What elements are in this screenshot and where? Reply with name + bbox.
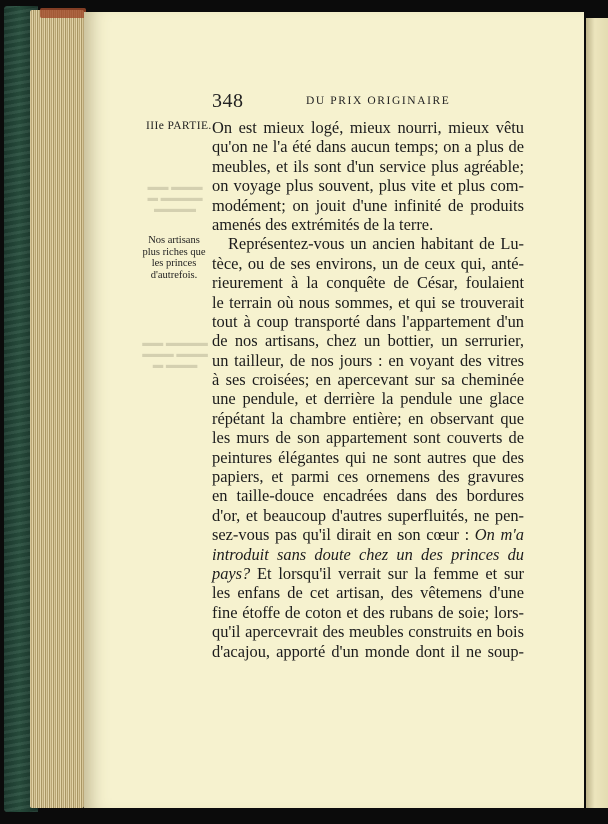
text-line: un tailleur, de nos jours : en voyant des vitres bbox=[212, 350, 524, 370]
text-fragment: sez-vous pas qu'il dirait en son cœur : bbox=[212, 525, 475, 545]
running-title: DU PRIX ORIGINAIRE bbox=[306, 95, 451, 107]
text-line: fine étoffe de coton et des rubans de soie; lors- bbox=[212, 602, 524, 622]
page-edges-top bbox=[40, 8, 86, 18]
body-text bbox=[212, 118, 524, 661]
text-line bbox=[212, 564, 524, 583]
margin-note-line: les princes bbox=[151, 258, 197, 269]
margin-note-line: d'autrefois. bbox=[150, 269, 198, 281]
page-header bbox=[212, 90, 522, 112]
text-line: à ses croisées; en apercevant sur sa cheminée bbox=[212, 370, 524, 390]
text-line: peintures élégantes qui ne sont autres que des bbox=[212, 447, 524, 467]
text-line: amenés des extrémités de la terre. bbox=[212, 214, 434, 234]
text-line: papiers, et parmi ces ornemens des gravures bbox=[212, 467, 524, 487]
text-line: on voyage plus souvent, plus vite et plus com- bbox=[212, 176, 524, 196]
text-line: qu'il apercevrait des meubles construits en bois bbox=[212, 622, 524, 642]
text-line: tout à coup transporté dans l'appartement d'un bbox=[212, 311, 524, 331]
page-edges bbox=[30, 10, 84, 808]
text-fragment: Et lorsqu'il verrait sur la femme et sur bbox=[250, 563, 524, 583]
margin-note-line: plus riches que bbox=[142, 246, 206, 258]
text-line: une pendule, et derrière la pendule une glace bbox=[212, 389, 524, 409]
text-line bbox=[212, 525, 524, 544]
text-line: en taille-douce encadrées dans des bordures bbox=[212, 486, 524, 506]
italic-fragment: pays? bbox=[212, 563, 251, 583]
text-line: répétant la chambre entière; en observant que bbox=[212, 408, 524, 428]
text-line: les murs de son appartement sont couverts de bbox=[212, 428, 524, 448]
adjacent-page bbox=[586, 18, 608, 808]
text-line: tèce, ou de ses environs, un de ceux qui, anté- bbox=[212, 253, 524, 273]
italic-fragment: On m'a bbox=[474, 525, 524, 545]
page-number: 348 bbox=[212, 90, 244, 112]
text-line: d'or, et beaucoup d'autres superfluités, ne pen- bbox=[212, 505, 524, 525]
margin-note bbox=[134, 235, 214, 281]
part-label: IIIe PARTIE. bbox=[146, 120, 212, 132]
margin-note-line: Nos artisans bbox=[148, 235, 200, 246]
text-line: meubles, et ils sont d'un service plus agréable; bbox=[212, 156, 524, 176]
text-line: d'acajou, apporté d'un monde dont il ne soup- bbox=[212, 641, 524, 661]
text-line: introduit sans doute chez un des princes du bbox=[212, 544, 524, 564]
text-line: qu'on ne l'a été dans aucun temps; on a plus de bbox=[212, 137, 524, 157]
text-line: On est mieux logé, mieux nourri, mieux vêtu bbox=[212, 118, 524, 137]
text-line: rieurement à la conquête de César, foulaient bbox=[212, 273, 524, 293]
text-line: le terrain où nous sommes, et qui se trouverait bbox=[212, 292, 524, 312]
show-through-text: ▬▬▬ ▬▬ ▬▬▬▬ ▬ ▬▬▬▬ bbox=[147, 182, 203, 215]
text-line: modément; on jouit d'une infinité de produits bbox=[212, 195, 524, 215]
text-line: Représentez-vous un ancien habitant de Lu- bbox=[228, 234, 524, 254]
show-through-text: ▬▬▬▬ ▬▬ ▬▬▬ ▬▬▬ ▬▬▬ ▬ bbox=[142, 338, 208, 371]
text-line: de nos artisans, chez un bottier, un serrurier, bbox=[212, 331, 524, 351]
text-line: les enfans de cet artisan, des vêtemens d'une bbox=[212, 583, 524, 603]
